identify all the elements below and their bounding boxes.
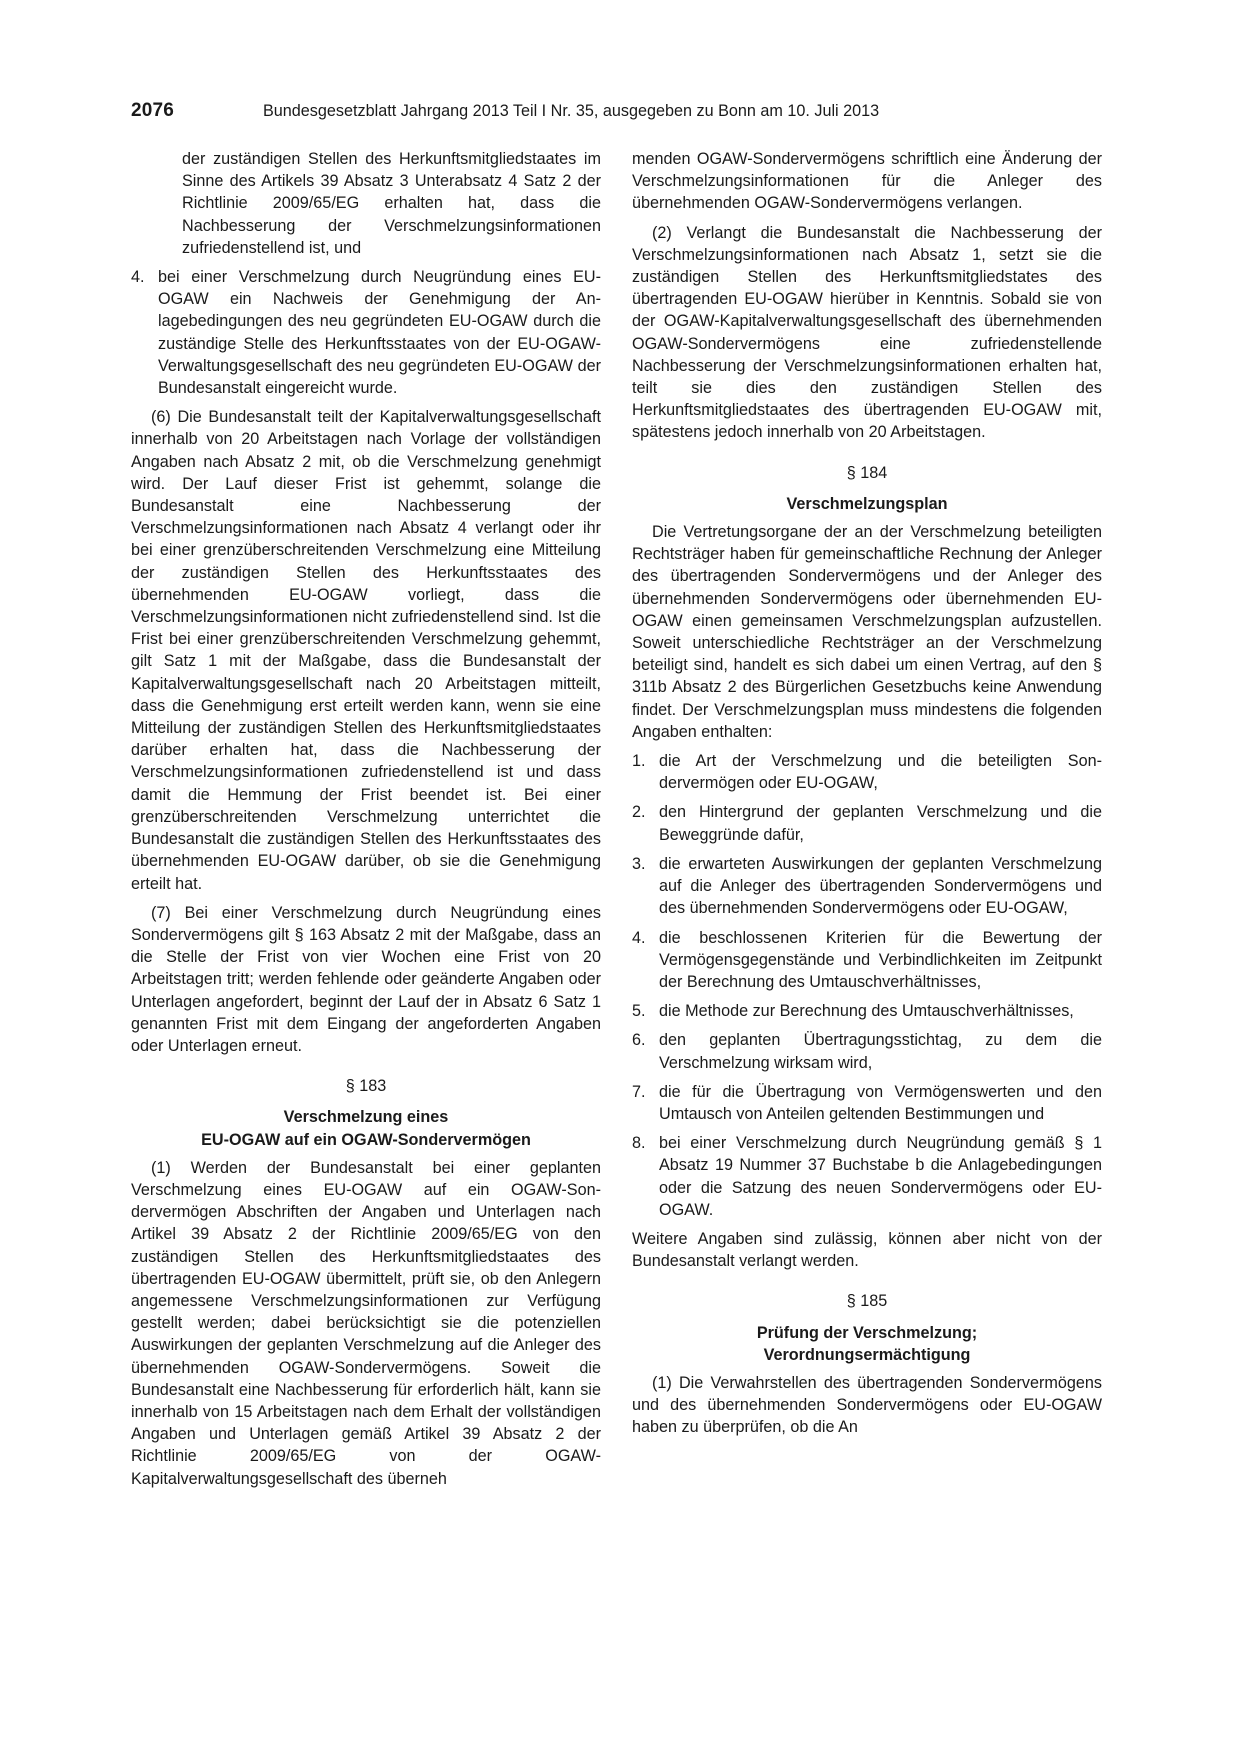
- paragraph-continuation: menden OGAW-Sondervermögens schriftlich eine Änderung der Verschmelzungsinformationen für die Anleger des übernehmenden OGAW-Sondervermögens verlangen.: [632, 150, 1102, 213]
- list-item: [632, 801, 1102, 845]
- list-item: [632, 1081, 1102, 1125]
- section-183-title: [131, 1106, 601, 1150]
- section-183-title-line-1: Verschmelzung eines: [283, 1108, 449, 1127]
- section-184-intro: Die Vertretungsorgane der an der Verschmelzung beteiligten Rechtsträger haben für gemeinschaftliche Rechnung der Anleger des übertragenden Sondervermögens und der Anleger des übernehmenden Sondervermögens oder übernehmenden EU-OGAW einen gemeinsamen Verschmelzungsplan aufzustellen. Soweit unterschiedliche Rechtsträger an der Verschmelzung beteiligt sind, handelt es sich dabei um einen Vertrag, auf den § 311b Absatz 2 des Bürgerlichen Gesetzbuchs keine Anwendung findet. Der Verschmelzungsplan muss mindestens die folgenden Angaben enthalten:: [632, 523, 1102, 741]
- list-item: [632, 1000, 1102, 1022]
- page-number: 2076: [131, 100, 175, 121]
- section-184-title: Verschmelzungsplan: [786, 494, 948, 513]
- section-184-number: § 184: [846, 463, 888, 482]
- list-item: [632, 1029, 1102, 1073]
- list-item-text: die erwarteten Auswirkungen der geplanten Verschmelzung auf die Anleger des übertragenden Sondervermögens und des übernehmenden Sondervermögens oder EU-OGAW,: [659, 854, 1102, 918]
- list-item-continuation: der zuständigen Stellen des Herkunftsmitgliedstaates im Sinne des Artikels 39 Absatz 3 Unterabsatz 4 Satz 2 der Richtlinie 2009/65/EG erhalten hat, dass die Nachbesserung der Verschmelzungsinformationen zufriedenstellend ist, und: [182, 150, 601, 257]
- list-item-number: 7.: [632, 1082, 646, 1101]
- paragraph-7: (7) Bei einer Verschmelzung durch Neugründung eines Sondervermögens gilt § 163 Absatz 2 mit der Maßgabe, dass an die Stelle der Frist von vier Wochen eine Frist von 20 Arbeitstagen tritt; werden fehlende oder geänderte Angaben oder Unterlagen angefordert, beginnt der Lauf der in Absatz 6 Satz 1 genannten Frist mit dem Eingang der angeforderten Angaben oder Unterlagen erneut.: [131, 903, 601, 1055]
- section-185-paragraph-1: (1) Die Verwahrstellen des übertragenden Sondervermögens und des übernehmenden Sondervermögens oder EU-OGAW haben zu überprüfen, ob die An: [632, 1373, 1102, 1437]
- list-item-text: bei einer Verschmelzung durch Neugründung eines EU-OGAW ein Nachweis der Genehmigung der Anlagebedingungen des neu gegründeten EU-OGAW durch die zuständige Stelle des Herkunftsstaates von der EU-OGAW-Verwaltungsgesellschaft des neu gegründeten EU-OGAW der Bundesanstalt eingereicht wurde.: [158, 268, 601, 398]
- list-item-text: die beschlossenen Kriterien für die Bewertung der Vermögensgegenstände und Verbindlichkeiten im Zeitpunkt der Berechnung des Umtauschverhältnisses,: [659, 928, 1102, 991]
- paragraph-6: (6) Die Bundesanstalt teilt der Kapitalverwaltungsgesellschaft innerhalb von 20 Arbeitstagen nach Vorlage der vollständigen Angaben nach Absatz 2 mit, ob die Verschmelzung genehmigt wird. Der Lauf dieser Frist ist gehemmt, solange die Bundesanstalt eine Nachbesserung der Verschmelzungsinformationen nach Absatz 4 verlangt oder ihr bei einer grenzüberschreitenden Verschmelzung eine Mitteilung der zuständigen Stellen des Herkunftsstaates des übernehmenden EU-OGAW vorliegt, dass die Verschmelzungsinformationen nicht zufriedenstellend sind. Ist die Frist bei einer grenzüberschreitenden Verschmelzung gehemmt, gilt Satz 1 mit der Maßgabe, dass die Bundesanstalt der Kapitalverwaltungsgesellschaft nach 20 Arbeitstagen mitteilt, dass die Genehmigung erst erteilt werden kann, wenn sie eine Mitteilung der zuständigen Stellen des Herkunftsmitgliedstaates darüber erhalten hat, dass die Nachbesserung der Verschmelzungsinformationen zufriedenstellend ist und dass damit die Hemmung der Frist beendet ist. Bei einer grenzüberschreitenden Verschmelzung unterrichtet die Bundesanstalt die zuständigen Stellen des Herkunftsstaates des übernehmenden EU-OGAW darüber, ob sie die Genehmigung erteilt hat.: [131, 408, 601, 893]
- list-item-number: 5.: [632, 1002, 646, 1021]
- list-item-number: 4.: [632, 928, 646, 947]
- list-item: [632, 853, 1102, 920]
- section-185-number: § 185: [846, 1292, 888, 1311]
- list-item-text: bei einer Verschmelzung durch Neugründung gemäß § 1 Absatz 19 Nummer 37 Buchstabe b die Anlagebedingungen oder die Satzung des neuen Sondervermögens oder EU-OGAW.: [659, 1134, 1102, 1219]
- list-item: [131, 266, 601, 399]
- list-item-number: 2.: [632, 803, 646, 822]
- list-item-number: 6.: [632, 1031, 646, 1050]
- section-183-paragraph-1: (1) Werden der Bundesanstalt bei einer geplanten Verschmelzung eines EU-OGAW auf ein OGAW-Sondervermögen Abschriften der Angaben und Unterlagen nach Artikel 39 Absatz 2 der Richtlinie 2009/65/EG von den zuständigen Stellen des Herkunftsmitgliedstaates des übertragenden EU-OGAW übermittelt, prüft sie, ob den Anlegern angemessene Verschmelzungsinformationen zur Verfügung gestellt werden; dabei berücksichtigt sie die potenziellen Auswirkungen der geplanten Verschmelzung auf die Anleger des übernehmenden OGAW-Sondervermögens. Soweit die Bundesanstalt eine Nachbesserung für erforderlich hält, kann sie innerhalb von 15 Arbeitstagen nach dem Erhalt der vollständigen Angaben und Unterlagen gemäß Artikel 39 Absatz 2 der Richtlinie 2009/65/EG von der OGAW-Kapitalverwaltungsgesellschaft des überneh: [131, 1158, 601, 1488]
- list-item-number: 3.: [632, 854, 646, 873]
- list-item-text: die für die Übertragung von Vermögenswerten und den Umtausch von Anteilen geltenden Bestimmungen und: [659, 1082, 1102, 1123]
- list-item-text: den geplanten Übertragungsstichtag, zu dem die Verschmelzung wirksam wird,: [659, 1031, 1102, 1072]
- page-header: [131, 100, 1106, 126]
- list-item-number: 4.: [131, 268, 145, 287]
- list-item: [632, 1132, 1102, 1221]
- list-item-text: den Hintergrund der geplanten Verschmelzung und die Beweggründe dafür,: [659, 803, 1102, 844]
- section-183-number: § 183: [345, 1077, 387, 1096]
- section-184-outro: Weitere Angaben sind zulässig, können aber nicht von der Bundesanstalt verlangt werden.: [632, 1229, 1102, 1271]
- list-item-text: die Art der Verschmelzung und die beteiligten Sondervermögen oder EU-OGAW,: [659, 752, 1102, 793]
- section-185-title-line-2: Verordnungsermächtigung: [763, 1345, 971, 1364]
- section-185-title-line-1: Prüfung der Verschmelzung;: [756, 1323, 978, 1342]
- section-185-title: [632, 1322, 1102, 1366]
- list-item-text: die Methode zur Berechnung des Umtauschverhältnisses,: [659, 1002, 1074, 1021]
- list-item: [632, 927, 1102, 994]
- section-183-title-line-2: EU-OGAW auf ein OGAW-Sondervermögen: [201, 1130, 531, 1149]
- list-item-number: 1.: [632, 752, 646, 771]
- left-column: [131, 148, 601, 1497]
- list-item: [632, 750, 1102, 794]
- list-item-number: 8.: [632, 1134, 646, 1153]
- right-column: [632, 148, 1102, 1446]
- section-183-paragraph-2: (2) Verlangt die Bundesanstalt die Nachbesserung der Verschmelzungsinformationen nach Absatz 1, setzt sie die zuständigen Stellen des Herkunftsmitgliedstates des übertragenden EU-OGAW hierüber in Kenntnis. Sobald sie von der OGAW-Kapitalverwaltungsgesellschaft des übernehmenden OGAW-Sondervermögens eine zufriedenstellende Nachbesserung der Verschmelzungsinformationen erhalten hat, teilt sie dies den zuständigen Stellen des Herkunftsmitgliedstaates des übertragenden EU-OGAW mit, spätestens jedoch innerhalb von 20 Arbeitstagen.: [632, 223, 1102, 442]
- running-title: Bundesgesetzblatt Jahrgang 2013 Teil I Nr. 35, ausgegeben zu Bonn am 10. Juli 2013: [263, 102, 880, 120]
